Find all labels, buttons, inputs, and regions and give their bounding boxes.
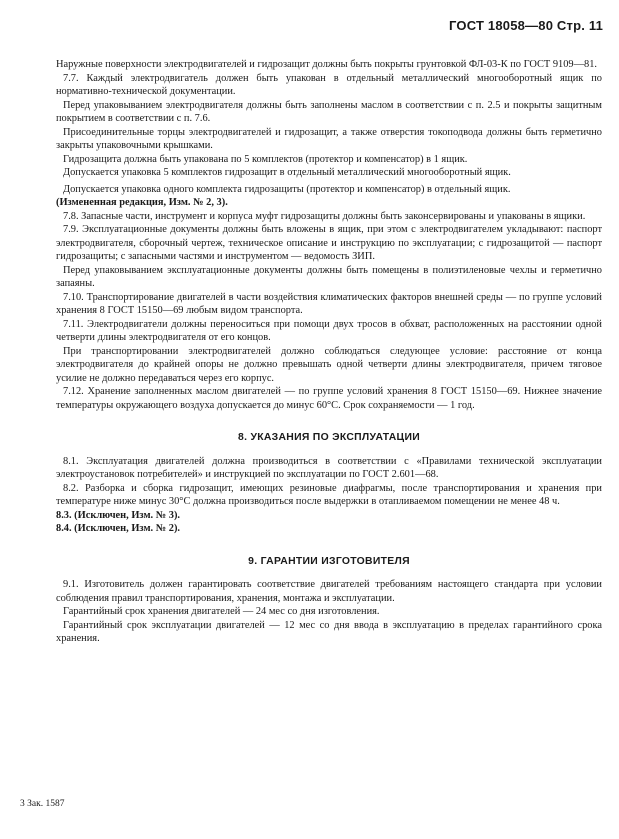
paragraph: 8.2. Разборка и сборка гидрозащит, имеющих резиновые диафрагмы, после транспортирования и хранения при температуре ниже минус 30°С должна производиться после выдержки в отапливаемом помещении не менее 48 ч.: [56, 482, 602, 507]
paragraph: 8.1. Эксплуатация двигателей должна производиться в соответствии с «Правилами технической эксплуатации электроустановок потребителей» и инструкцией по эксплуатации по ГОСТ 2.601—68.: [56, 455, 602, 480]
paragraph: Присоединительные торцы электродвигателей и гидрозащит, а также отверстия токоподвода должны быть герметично закрыты упаковочными крышками.: [56, 126, 602, 151]
paragraph: 7.10. Транспортирование двигателей в части воздействия климатических факторов внешней среды — по группе условий хранения 8 ГОСТ 15150—69 любым видом транспорта.: [56, 291, 602, 316]
paragraph: 9.1. Изготовитель должен гарантировать соответствие двигателей требованиям настоящего стандарта при условии соблюдения правил транспортирования, хранения, монтажа и эксплуатации.: [56, 579, 602, 604]
amendment-note: (Измененная редакция, Изм. № 2, 3).: [56, 197, 228, 208]
amendment-note: 8.4. (Исключен, Изм. № 2).: [56, 523, 181, 534]
print-order-mark: 3 Зак. 1587: [20, 799, 65, 809]
amendment-note: 8.3. (Исключен, Изм. № 3).: [56, 509, 181, 521]
page-header: ГОСТ 18058—80 Стр. 11: [448, 18, 603, 33]
paragraph: Гарантийный срок хранения двигателей — 24 мес со дня изготовления.: [63, 606, 380, 617]
section-heading: 8. УКАЗАНИЯ ПО ЭКСПЛУАТАЦИИ: [238, 432, 420, 443]
paragraph: 7.7. Каждый электродвигатель должен быть упакован в отдельный металлический многооборотный ящик по нормативно-технической документации.: [56, 72, 602, 97]
paragraph: Перед упаковыванием эксплуатационные документы должны быть помещены в полиэтиленовые чехлы и герметично запаяны.: [56, 264, 602, 289]
paragraph: При транспортировании электродвигателей должно соблюдаться следующее условие: расстояние от конца электродвигателя до крайней опоры не должно превышать одной четверти длины электродвигателя, причем тяговое усилие не должно передаваться через его корпус.: [56, 345, 602, 384]
paragraph: Наружные поверхности электродвигателей и гидрозащит должны быть покрыты грунтовкой ФЛ-03-К по ГОСТ 9109—81.: [56, 59, 598, 70]
paragraph: 7.9. Эксплуатационные документы должны быть вложены в ящик, при этом с электродвигателем укладывают: паспорт электродвигателя, сборочный чертеж, техническое описание и инструкцию по эксплуатации; с гидрозащитой — паспорт гидрозащиты; с запасными частями и инструментом — ведомость ЗИП.: [56, 224, 602, 262]
paragraph: Допускается упаковка 5 комплектов гидрозащит в отдельный металлический многооборотный ящик.: [63, 167, 511, 178]
paragraph: 7.11. Электродвигатели должны переноситься при помощи двух тросов в обхват, расположенных на расстоянии одной четверти длины электродвигателя от его концов.: [56, 318, 602, 343]
section-heading: 9. ГАРАНТИИ ИЗГОТОВИТЕЛЯ: [248, 555, 410, 567]
paragraph: Гидрозащита должна быть упакована по 5 комплектов (протектор и компенсатор) в 1 ящик.: [63, 153, 468, 165]
paragraph: 7.12. Хранение заполненных маслом двигателей — по группе условий хранения 8 ГОСТ 15150—69. Нижнее значение температуры окружающего воздуха допускается до минус 60°С. Срок сохраняемости — 1 год.: [56, 386, 602, 411]
paragraph: 7.8. Запасные части, инструмент и корпуса муфт гидрозащиты должны быть законсервированы и упакованы в ящики.: [63, 210, 586, 222]
paragraph: Перед упаковыванием электродвигателя должны быть заполнены маслом в соответствии с п. 2.5 и покрыты защитным покрытием в соответствии с п. 7.6.: [56, 99, 602, 124]
document-body: [56, 58, 602, 646]
paragraph: Допускается упаковка одного комплекта гидрозащиты (протектор и компенсатор) в отдельный ящик.: [63, 183, 511, 195]
paragraph: Гарантийный срок эксплуатации двигателей — 12 мес со дня ввода в эксплуатацию в пределах гарантийного срока хранения.: [56, 619, 602, 644]
